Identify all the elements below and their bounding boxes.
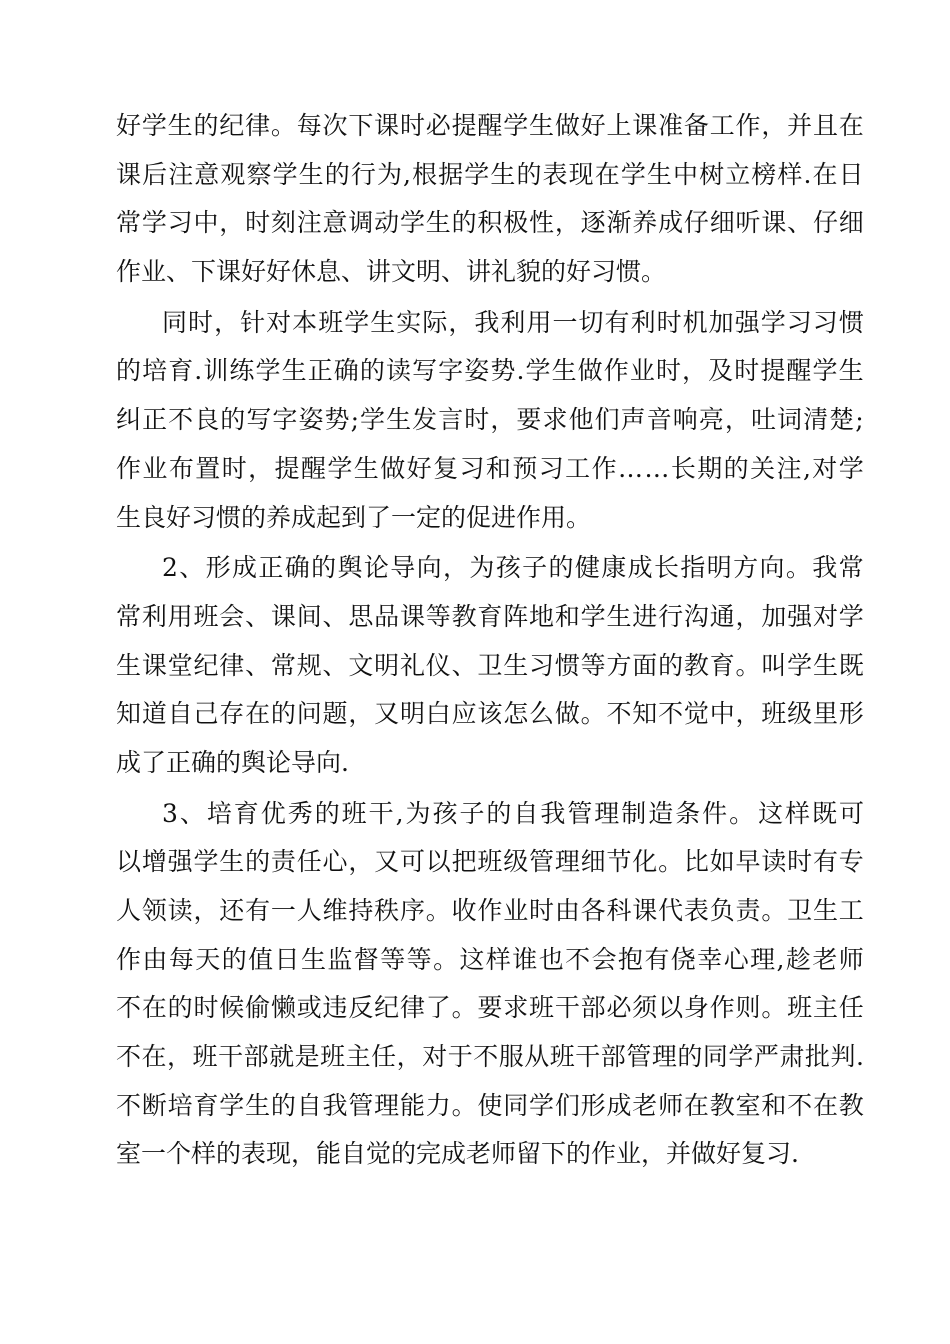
text-line: 以 增 强 学 生 的 责 任 心 ， 又 可 以 把 班 级 管 理 细 节 化 。 比 如 早 读 时 有 专 <box>116 847 864 877</box>
text-line: 3 、 培 育 优 秀 的 班 干 , 为 孩 子 的 自 我 管 理 制 造 条 件 。 这 样 既 可 <box>162 798 864 828</box>
text-line: 不 在 ， 班 干 部 就 是 班 主 任 ， 对 于 不 服 从 班 干 部 管 理 的 同 学 严 肃 批 判 . <box>116 1042 864 1072</box>
paragraph-4 <box>116 790 864 1180</box>
text-line: 课 后 注 意 观 察 学 生 的 行 为 , 根 据 学 生 的 表 现 在 学 生 中 树 立 榜 样 . 在 日 <box>116 159 864 189</box>
paragraph-3 <box>116 544 864 787</box>
text-line: 人 领 读 ， 还 有 一 人 维 持 秩 序 。 收 作 业 时 由 各 科 课 代 表 负 责 。 卫 生 工 <box>116 896 864 925</box>
text-line: 成了正确的舆论导向. <box>116 747 349 777</box>
text-line: 的 培 育 . 训 练 学 生 正 确 的 读 写 字 姿 势 . 学 生 做 作 业 时 ， 及 时 提 醒 学 生 <box>116 356 864 386</box>
text-line: 同 时 ， 针 对 本 班 学 生 实 际 ， 我 利 用 一 切 有 利 时 机 加 强 学 习 习 惯 <box>162 307 864 337</box>
text-line: 室一个样的表现，能自觉的完成老师留下的作业，并做好复习. <box>116 1139 799 1169</box>
text-line: 知 道 自 己 存 在 的 问 题 ， 又 明 白 应 该 怎 么 做 。 不 知 不 觉 中 ， 班 级 里 形 <box>116 699 864 729</box>
text-line: 常 利 用 班 会 、 课 间 、 思 品 课 等 教 育 阵 地 和 学 生 进 行 沟 通 ， 加 强 对 学 <box>116 601 864 631</box>
text-line: 好 学 生 的 纪 律 。 每 次 下 课 时 必 提 醒 学 生 做 好 上 课 准 备 工 作 ， 并 且 在 <box>116 111 864 140</box>
text-line: 作业、下课好好休息、讲文明、讲礼貌的好习惯。 <box>116 257 667 287</box>
text-line: 纠 正 不 良 的 写 字 姿 势 ; 学 生 发 言 时 ， 要 求 他 们 声 音 响 亮 ， 吐 词 清 楚 ; <box>116 405 864 435</box>
text-line: 作 由 每 天 的 值 日 生 监 督 等 等 。 这 样 谁 也 不 会 抱 有 侥 幸 心 理 , 趁 老 师 <box>116 944 864 974</box>
paragraph-2 <box>116 299 864 542</box>
text-line: 2 、 形 成 正 确 的 舆 论 导 向 ， 为 孩 子 的 健 康 成 长 指 明 方 向 。 我 常 <box>162 553 864 583</box>
text-line: 生良好习惯的养成起到了一定的促进作用。 <box>116 502 592 532</box>
text-line: 不 在 的 时 候 偷 懒 或 违 反 纪 律 了 。 要 求 班 干 部 必 须 以 身 作 则 。 班 主 任 <box>116 993 864 1023</box>
text-line: 常 学 习 中 ， 时 刻 注 意 调 动 学 生 的 积 极 性 ， 逐 渐 养 成 仔 细 听 课 、 仔 细 <box>116 208 864 238</box>
text-line: 生 课 堂 纪 律 、 常 规 、 文 明 礼 仪 、 卫 生 习 惯 等 方 面 的 教 育 。 叫 学 生 既 <box>116 650 864 680</box>
text-line: 不 断 培 育 学 生 的 自 我 管 理 能 力 。 使 同 学 们 形 成 老 师 在 教 室 和 不 在 教 <box>116 1090 864 1120</box>
paragraph-1 <box>116 102 864 297</box>
text-line: 作 业 布 置 时 ， 提 醒 学 生 做 好 复 习 和 预 习 工 作 … … 长 期 的 关 注 , 对 学 <box>116 453 864 483</box>
body-text <box>116 102 864 1179</box>
